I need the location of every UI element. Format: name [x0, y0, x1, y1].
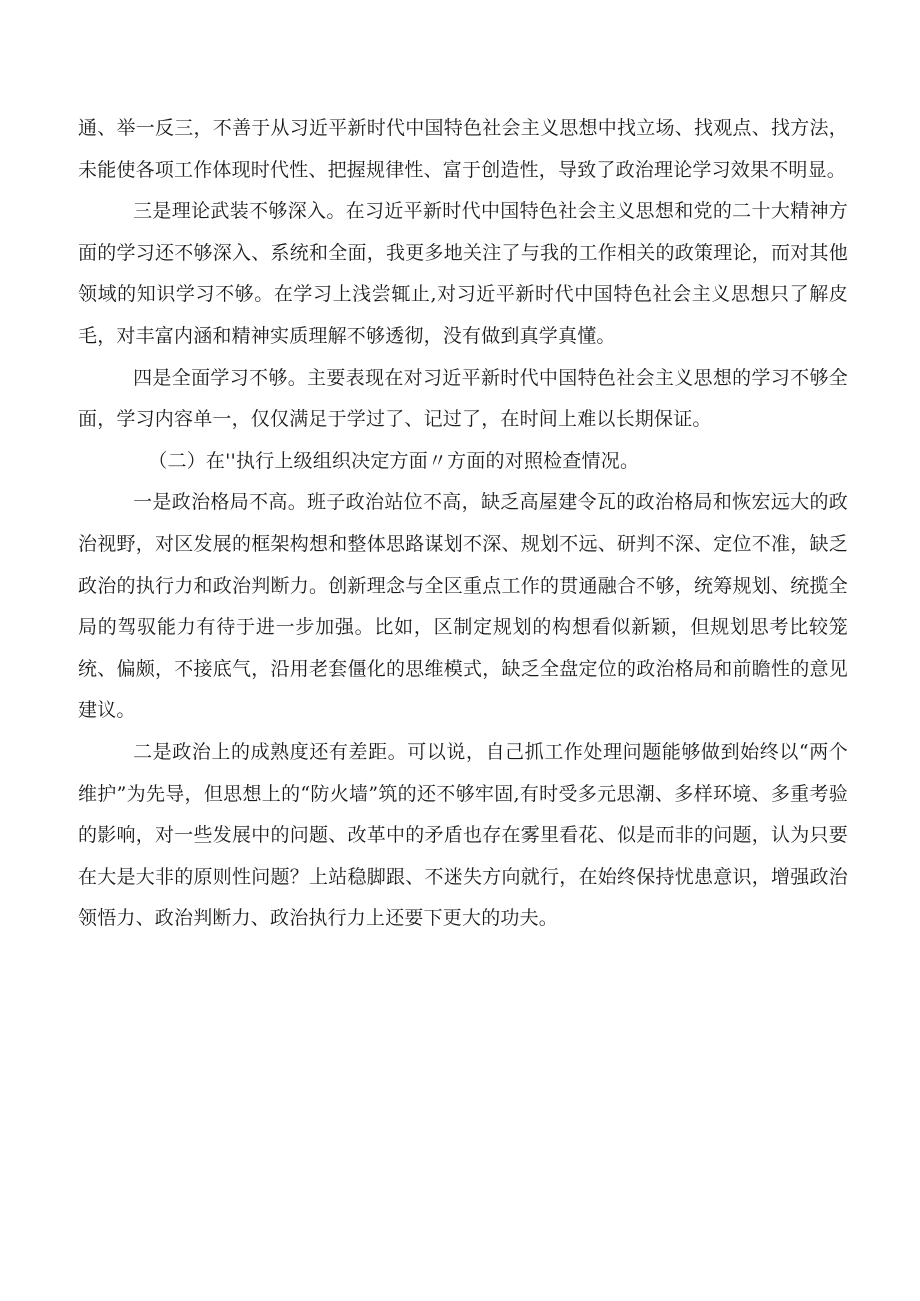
paragraph-political-pattern: 一是政治格局不高。班子政治站位不高，缺乏高屋建令瓦的政治格局和恢宏远大的政治视野，对区发展的框架构想和整体思路谋划不深、规划不远、研判不深、定位不准，缺乏政治的执行力和政治判断力。创新理念与全区重点工作的贯通融合不够，统筹规划、统揽全局的驾驭能力有待于进一步加强。比如，区制定规划的构想看似新颖，但规划思考比较笼统、偏颇，不接底气，沿用老套僵化的思维模式，缺乏全盘定位的政治格局和前瞻性的意见建议。 [78, 491, 848, 722]
paragraph-continuation: 通、举一反三，不善于从习近平新时代中国特色社会主义思想中找立场、找观点、找方法，未能使各项工作体现时代性、把握规律性、富于创造性，导致了政治理论学习效果不明显。 [78, 117, 848, 181]
section-heading-two: （二）在''执行上级组织决定方面〃方面的对照检查情况。 [148, 449, 640, 472]
paragraph-comprehensive-study: 四是全面学习不够。主要表现在对习近平新时代中国特色社会主义思想的学习不够全面，学习内容单一，仅仅满足于学过了、记过了，在时间上难以长期保证。 [78, 366, 848, 431]
paragraph-political-maturity: 二是政治上的成熟度还有差距。可以说，自己抓工作处理问题能够做到始终以“两个维护”为先导，但思想上的“防火墙”筑的还不够牢固,有时受多元思潮、多样环境、多重考验的影响，对一些发展中的问题、改革中的矛盾也存在雾里看花、似是而非的问题，认为只要在大是大非的原则性问题？上站稳脚跟、不迷失方向就行，在始终保持忧患意识，增强政治领悟力、政治判断力、政治执行力上还要下更大的功夫。 [78, 740, 848, 930]
paragraph-theory-armament: 三是理论武装不够深入。在习近平新时代中国特色社会主义思想和党的二十大精神方面的学习还不够深入、系统和全面，我更多地关注了与我的工作相关的政策理论，而对其他领域的知识学习不够。在学习上浅尝辄止,对习近平新时代中国特色社会主义思想只了解皮毛，对丰富内涵和精神实质理解不够透彻，没有做到真学真懂。 [78, 200, 848, 347]
document-body [78, 108, 848, 940]
